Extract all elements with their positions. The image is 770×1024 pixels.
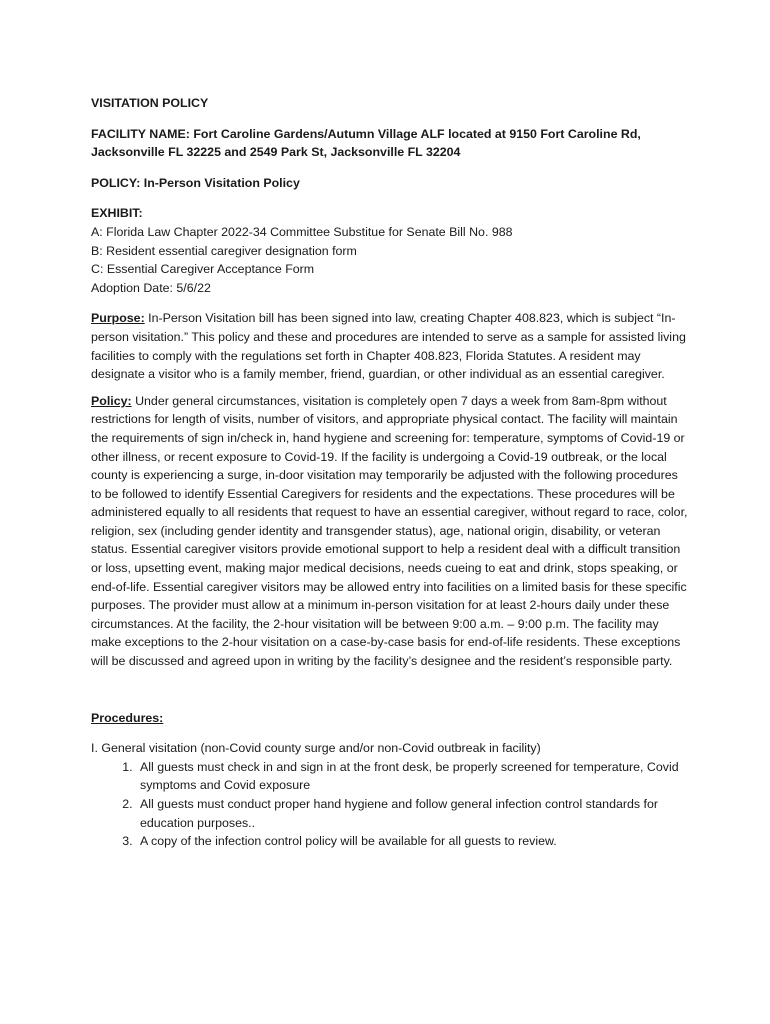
policy-label: Policy: xyxy=(91,393,132,408)
facility-name: FACILITY NAME: Fort Caroline Gardens/Autumn Village ALF located at 9150 Fort Caroline Rd, Jacksonville FL 32225 and 2549 Park St, Jacksonville FL 32204 xyxy=(91,126,641,160)
exhibit-item: A: Florida Law Chapter 2022-34 Committee Substitue for Senate Bill No. 988 xyxy=(91,224,513,239)
document-page xyxy=(91,94,691,851)
exhibit-heading: EXHIBIT: xyxy=(91,206,143,221)
purpose-label: Purpose: xyxy=(91,311,145,326)
procedures-heading: Procedures: xyxy=(91,710,164,725)
exhibit-item: B: Resident essential caregiver designation form xyxy=(91,243,357,258)
purpose-paragraph xyxy=(91,309,691,383)
list-item: 1. All guests must check in and sign in at the front desk, be properly screened for temperature, Covid symptoms and Covid exposure xyxy=(136,758,691,795)
adoption-date: Adoption Date: 5/6/22 xyxy=(91,280,211,295)
list-item: 3. A copy of the infection control policy will be available for all guests to review. xyxy=(136,832,691,851)
procedures-list xyxy=(91,758,691,851)
general-visitation-heading: I. General visitation (non-Covid county surge and/or non-Covid outbreak in facility) xyxy=(91,741,541,756)
exhibit-item: C: Essential Caregiver Acceptance Form xyxy=(91,262,315,277)
list-item: 2. All guests must conduct proper hand hygiene and follow general infection control standards for education purposes.. xyxy=(136,795,691,832)
document-title: VISITATION POLICY xyxy=(91,96,209,110)
exhibit-section xyxy=(91,204,691,297)
policy-paragraph xyxy=(91,392,691,671)
purpose-text: In-Person Visitation bill has been signed into law, creating Chapter 408.823, which is subject “In-person visitation.” This policy and these and procedures are intended to serve as a sample for assisted living facilities to comply with the regulations set forth in Chapter 408.823, Florida Statutes. A resident may designate a visitor who is a family member, friend, guardian, or other individual as an essential caregiver. xyxy=(91,311,686,382)
policy-name: POLICY: In-Person Visitation Policy xyxy=(91,175,300,190)
policy-text: Under general circumstances, visitation is completely open 7 days a week from 8am-8pm without restrictions for length of visits, number of visitors, and appropriate physical contact. The facility will maintain the requirements of sign in/check in, hand hygiene and screening for: temperature, symptoms of Covid-19 or other illness, or recent exposure to Covid-19. If the facility is undergoing a Covid-19 outbreak, or the local county is experiencing a surge, in-door visitation may temporarily be adjusted with the following procedures to be followed to identify Essential Caregivers for residents and the expectations. These procedures will be administered equally to all residents that request to have an essential caregiver, without regard to race, color, religion, sex (including gender identity and transgender status), age, national origin, disability, or veteran status. Essential caregiver visitors provide emotional support to help a resident deal with a difficult transition or loss, upsetting event, making major medical decisions, needs cueing to eat and drink, stops speaking, or end-of-life. Essential caregiver visitors may be allowed entry into facilities on a limited basis for these specific purposes. The provider must allow at a minimum in-person visitation for at least 2-hours daily under these circumstances. At the facility, the 2-hour visitation will be between 9:00 a.m. – 9:00 p.m. The facility may make exceptions to the 2-hour visitation on a case-by-case basis for end-of-life residents. These exceptions will be discussed and agreed upon in writing by the facility’s designee and the resident’s responsible party. xyxy=(91,393,688,669)
